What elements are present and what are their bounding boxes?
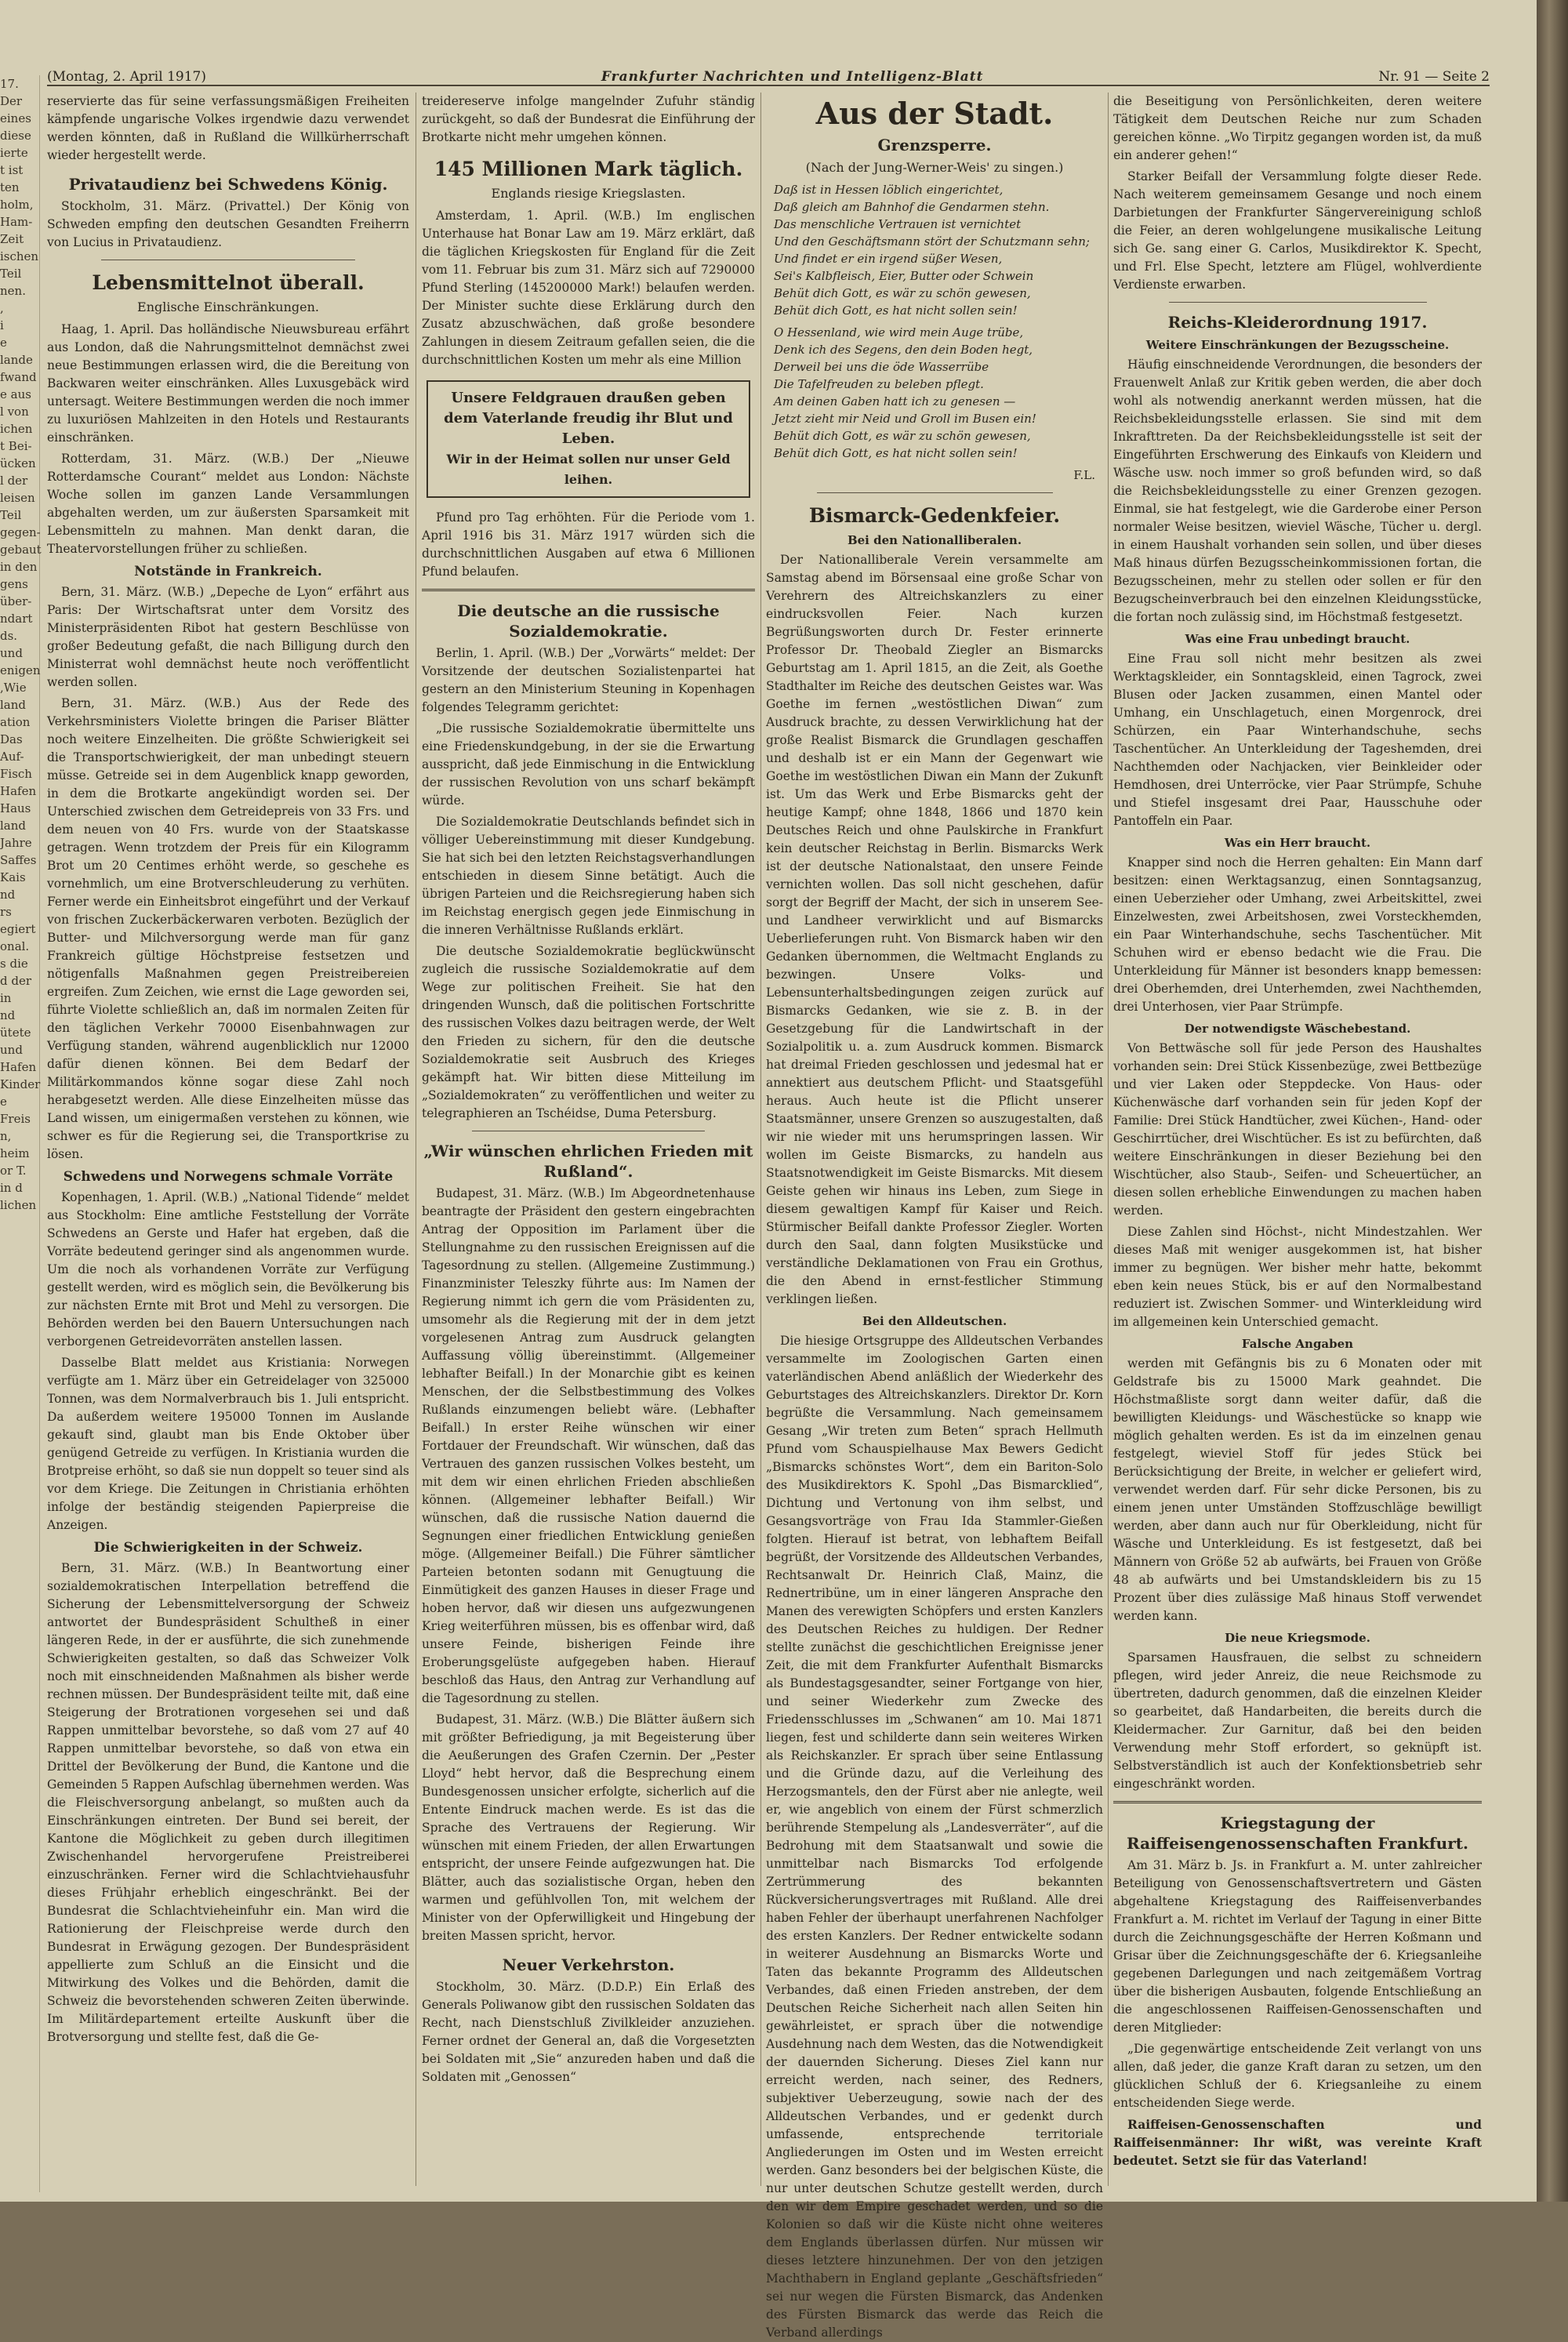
poem-line: Derweil bei uns die öde Wasserrübe [774,360,989,374]
previous-column-fragment: nd [0,1008,16,1022]
subheadline: Was eine Frau unbedingt braucht. [1185,632,1410,646]
headline-lebensmittelnot: Lebensmittelnot überall. [92,271,365,294]
section-masthead-aus-der-stadt: Aus der Stadt. [815,96,1054,131]
previous-column-fragment: fwand [0,370,37,384]
poem-line: Jetzt zieht mir Neid und Groll im Busen ein! [774,412,1036,426]
paragraph: Dasselbe Blatt meldet aus Kristiania: Norwegen verfügte am 1. März über ein Getreidelager von 325000 Tonnen, was dem Normalverbrauch bis 1. Juli entspricht. Da außerdem weitere 195000 Tonnen im Auslande gekauft sind, glaubt man bis Ende Oktober über genügend Getreide zu verfügen. In Kristiania wurden die Brotpreise erhöht, so daß sie nun doppelt so teuer sind als vor dem Kriege. Die Zeitungen in Christiania erhöhten infolge der beständig steigenden Papierpreise die Anzeigen. [47,1356,409,1532]
previous-column-fragment: ,Wie [0,681,27,695]
paragraph: Der Nationalliberale Verein versammelte am Samstag abend im Börsensaal eine große Schar von Verehrern des Altreichskanzlers zu einer eindrucksvollen Feier. Nach kurzen Begrüßungsworten durch Dr. Fester erinnerte Professor Dr. Theobald Ziegler an Bismarcks Geburtstag am 1. April 1815, an die Zeit, als Goethe Stadthalter im Reiche des deutschen Geistes war. Was Goethe im fernen „westöstlichen Diwan“ zum Ausdruck brachte, zu dessen Verwirklichung hat der große Realist Bismarck die Grundlagen geschaffen und deshalb ist er ein Mann der Gegenwart wie Goethe im westöstlichen Diwan ein Mann der Zukunft ist. Um das Werk und Erbe Bismarcks geht der heutige Kampf; ohne 1848, 1866 und 1870 kein Deutsches Reich und ohne Paulskirche in Frankfurt kein deutscher Reichstag in Berlin. Bismarcks Werk ist der deutsche Nationalstaat, den unsere Feinde vernichten wollen. Das soll nicht geschehen, dafür sorgt der Begriff der Macht, der sich in unserem See- und Landheer verwirklicht und auf Bismarcks Ueberlieferungen ruht. Von Bismarck haben wir den Gedanken übernommen, die Weltmacht Englands zu bezwingen. Unsere Volks- und Lebensunterhaltsbedingungen zeigen zurück auf Bismarcks Gedanken, wie sie z. B. in der Gesetzgebung für die Landwirtschaft in der Sozialpolitik u. a. zum Ausdruck kommen. Bismarck hat dreimal Frieden geschlossen und jedesmal hat er annektiert aus deutschem Pflicht- und Staatsgefühl heraus. Auch heute ist die Pflicht unserer Staatsmänner, unsere Grenzen so auszugestalten, daß wir nie wieder mit uns herumspringen lassen. Wir wollen im Geiste Bismarcks, zu handeln aus Staatsnotwendigkeit im Geiste Bismarcks. Mit diesem Geiste gehen wir hinaus ins Leben, zum Siege in diesem gewaltigen Kampf für Kaiser und Reich. Stürmischer Beifall dankte Professor Ziegler. Worten durch den Saal, dann folgten Musikstücke und verständliche Deklamationen von Frau ein Grothus, die den Abend in ernst-festlicher Stimmung verklingen ließen. [766,553,1103,1306]
poem-line: Behüt dich Gott, es hat nicht sollen sein! [774,446,1018,460]
headline-frieden-russland: „Wir wünschen ehrlichen Frieden mit Rußland“. [423,1142,753,1181]
previous-column-fragment: l der [0,474,28,488]
poem-line: Die Tafelfreuden zu beleben pflegt. [774,377,984,391]
column-4 [1113,93,1482,2186]
header-newspaper-title: Frankfurter Nachrichten und Intelligenz-Blatt [601,69,984,85]
appeal-line-2: Wir in der Heimat sollen nur unser Geld leihen. [446,452,731,487]
previous-column-fragment: lande [0,353,33,367]
poem-line: Daß ist in Hessen löblich eingerichtet, [774,183,1004,197]
poem-subtitle: (Nach der Jung-Werner-Weis' zu singen.) [805,160,1064,175]
previous-column-fragment: gens [0,577,28,591]
poem-line: Behüt dich Gott, es wär zu schön gewesen, [774,429,1031,443]
poem-signature: F.L. [1073,468,1095,482]
paragraph: „Die gegenwärtige entscheidende Zeit verlangt von uns allen, daß jeder, die ganze Kraft daran zu setzen, um den glücklichen Schluß der 6. Kriegsanleihe zu einem entscheidenden Siege werde. [1113,2042,1482,2110]
poem-line: Am deinen Gaben hatt ich zu genesen — [774,394,1016,408]
paragraph: Die hiesige Ortsgruppe des Alldeutschen Verbandes versammelte im Zoologischen Garten einen vaterländischen Abend anläßlich der Wiederkehr des Geburtstages des Altreichskanzlers. Direktor Dr. Korn begrüßte die Versammlung. Nach gemeinsamem Gesang „Wir treten zum Beten“ sprach Hellmuth Pfund vom Schauspielhause Max Bewers Gedicht „Bismarcks schönstes Wort“, dem ein Bariton-Solo des Musikdirektors K. Spohl „Das Bismarcklied“, Dichtung und Vertonung von ihm selbst, und Gesangsvorträge von Frau Ida Stammler-Gießen folgten. Hierauf ist betrat, von lebhaftem Beifall begrüßt, der Vorsitzende des Alldeutschen Verbandes, Rechtsanwalt Dr. Heinrich Claß, Mainz, die Rednertribüne, um in einer längeren Ansprache den Manen des verewigten Schöpfers und ersten Kanzlers des Deutschen Reiches zu huldigen. Der Redner stellte zunächst die geschichtlichen Ereignisse jener Zeit, die mit dem Frankfurter Aufenthalt Bismarcks als Bundestagsgesandter, seiner Fortgange von hier, und seiner Wiederkehr zum Zwecke des Friedensschlusses im „Schwanen“ am 10. Mai 1871 liegen, fest und schilderte dann sein weiteres Wirken als Reichskanzler. Er sprach über seine Entlassung und die Gründe dazu, auf die Verleihung des Herzogsmantels, den der Fürst aber nie anlegte, weil er, wie angeblich von einem der Fürst schmerzlich berührende Stempelung als „Landesverräter“, auf die Bedrohung mit dem Staatsanwalt und sowie die unmittelbar nach Bismarcks Tod erfolgende Zertrümmerung des bekannten Rückversicherungsvertrages mit Rußland. Alle drei haben Fehler der überhaupt unerfahrenen Nachfolger des ersten Kanzlers. Der Redner entwickelte sodann in weiterer Ausdehnung an Bismarcks Worte und Taten das bekannte Programm des Alldeutschen Verbandes, daß einen Frieden anstreben, der dem Deutschen Reiche Sicherheit nach allen Seiten hin gewährleistet, er sprach über die notwendige Ausdehnung nach dem Westen, das die Notwendigkeit der dauernden Sicherung. Dieses Ziel kann nur erreicht werden, nach seiner, des Redners, subjektiver Ueberzeugung, sowie nach der des Alldeutschen Verbandes, und er gedenkt durch umfassende, entsprechende territoriale Angliederungen im Osten und im Westen erreicht werden. Ganz besonders bei der belgischen Küste, die nur unter deutschen Schutze gestellt werden, durch den wir dem Empire geschadet werden, und so die Kolonien so daß wir die Küste nicht ohne weiteres dem Englands überlassen dürfen. Nur müssen wir dieses letztere hinzunehmen. Der von den jetzigen Machthabern in England geplante „Geschäftsfrieden“ sei nur wegen die Fürsten Bismarck, das Andenken des Fürsten Bismarck das werde das Reich die Verband allerdings [766,1334,1103,2340]
headline-notstaende: Notstände in Frankreich. [134,564,322,579]
headline-privataudienz: Privataudienz bei Schwedens König. [68,175,388,194]
previous-column-fragment: Der [0,94,23,108]
previous-column-fragment: über- [0,594,32,608]
poem-line: Daß gleich am Bahnhof die Gendarmen stehn. [774,200,1050,214]
headline-145-millionen: 145 Millionen Mark täglich. [434,158,743,180]
paragraph: Budapest, 31. März. (W.B.) Im Abgeordnetenhause beantragte der Präsident den gestern eingebrachten Antrag der Opposition im Parlament über die Stellungnahme zu den russischen Ereignissen auf die Tagesordnung zu stellen. (Allgemeine Zustimmung.) Finanzminister Teleszky führte aus: Im Namen der Regierung nimmt ich gern die vom Präsidenten zu, umsomehr als die Regierung mit der in dem jetzt vorgelesenen Antrag zum Ausdruck gelangten Auffassung völlig übereinstimmt. (Allgemeiner lebhafter Beifall.) In der Monarchie gibt es keinen Menschen, der die Selbstbestimmung des Volkes Rußlands einzumengen beliebt wäre. (Lebhafter Beifall.) In erster Reihe wünschen wir einer Fortdauer der Freundschaft. Wir wünschen, daß das Vertrauen des ganzen russischen Volkes besteht, um mit dem wir einen ehrlichen Frieden abschließen können. (Allgemeiner lebhafter Beifall.) Wir wünschen, daß die russische Nation dauernd die Segnungen einer friedlichen Entwicklung genießen möge. (Allgemeiner Beifall.) Die Führer sämtlicher Parteien betonten sodann mit Genugtuung die Einmütigkeit des ganzen Hauses in dieser Frage und hoben hervor, daß wir diesen uns aufgezwungenen Krieg weiterführen müssen, bis es offenbar wird, daß unsere Feinde, bisherigen Feinde ihre Eroberungsgelüste aufgegeben haben. Hierauf beschloß das Haus, den Antrag zur Verhandlung auf die Tagesordnung zu stellen. [422,1186,755,1705]
appeal-line-1: Unsere Feldgrauen draußen geben dem Vaterlande freudig ihr Blut und Leben. [444,390,733,447]
previous-column-fragment: Hafen [0,784,37,798]
previous-column-fragment: or T. [0,1164,27,1178]
subheadline: Bei den Nationalliberalen. [847,533,1022,547]
subheadline: Weitere Einschränkungen der Bezugsscheine. [1145,338,1450,352]
previous-column-fragment: nen. [0,284,26,298]
previous-column-fragment: e [0,336,7,350]
poem-line: Behüt dich Gott, es wär zu schön gewesen, [774,286,1031,300]
previous-column-fragment: und [0,646,23,660]
paragraph: Stockholm, 30. März. (D.D.P.) Ein Erlaß des Generals Poliwanow gibt den russischen Soldaten das Recht, nach Dienstschluß Zivilkleider anzuziehen. Ferner ordnet der General an, daß die Vorgesetzten bei Soldaten mit „Sie“ anzureden haben und daß die Soldaten mit „Genossen“ [422,1980,755,2084]
previous-column-fragment: Teil [0,508,22,522]
previous-column-fragment: eines [0,111,31,125]
previous-column-fragment: leisen [0,491,35,505]
previous-column-fragment: Hafen [0,1060,37,1074]
paragraph: Budapest, 31. März. (W.B.) Die Blätter äußern sich mit größter Befriedigung, ja mit Begeisterung über die Aeußerungen des Grafen Czernin. Der „Pester Lloyd“ hebt hervor, daß die Besprechung einem Bundesgenossen unsicher erfolgte, sicherlich auf die Entente Eindruck machen werde. Es ist das die Sprache des Vertrauens der Regierung. Wir wünschen mit einem Frieden, der allen Erwartungen entspricht, der unsere Feinde aufgezwungen hat. Die Blätter, auch das sozialistische Organ, heben den warmen und gefühlvollen Ton, mit welchem der Minister von der Opferwilligkeit und Hingebung der breiten Massen spricht, hervor. [422,1712,755,1943]
previous-column-fragment: Teil [0,267,22,281]
previous-column-fragment: land [0,698,27,712]
previous-column-fragment: 17. [0,77,19,91]
previous-column-fragment: ischen [0,249,39,263]
previous-column-fragment: gebaut [0,543,42,557]
paragraph: Von Bettwäsche soll für jede Person des Haushaltes vorhanden sein: Drei Stück Kissenbezüge, zwei Bettbezüge und vier Laken oder Steppdecke. Von Haus- oder Küchenwäsche darf vorhanden sein für jeden Kopf der Familie: Drei Stück Handtücher, zwei Küchen-, Hand- oder Geschirrtücher, drei Wischtücher. Es ist zu befürchten, daß weitere Einschränkungen in dieser Beziehung bei den Wischtücher, also Staub-, Seifen- und Scheuertücher, an diesen sollen erhebliche Einwendungen zu machen haben werden. [1113,1041,1482,1218]
paragraph: Knapper sind noch die Herren gehalten: Ein Mann darf besitzen: einen Werktagsanzug, einen Sonntagsanzug, einen Ueberzieher oder Umhang, zwei Arbeitskittel, zwei Einzelwesten, zwei Arbeitshosen, zwei Vorsteckhemden, ein Paar Winterhandschuhe, sechs Taschentücher. Mit Schuhen wird er ebenso bedacht wie die Frau. Die Unterkleidung für Männer ist besonders knapp bemessen: drei Oberhemden, drei Unterhemden, zwei Nachthemden, drei Unterhosen, vier Paar Strümpfe. [1113,855,1482,1014]
previous-column-fragment: Kais [0,870,26,884]
previous-column-fragment: onal. [0,939,30,953]
paragraph: Berlin, 1. April. (W.B.) Der „Vorwärts“ meldet: Der Vorsitzende der deutschen Sozialistenpartei hat gestern an den Ministerium Steuning in Kopenhagen folgendes Telegramm gerichtet: [422,646,755,714]
previous-column-fragment: in [0,991,12,1005]
previous-column-fragment: ten [0,180,20,194]
article-continuation: reservierte das für seine verfassungsmäßigen Freiheiten kämpfende ungarische Volkes irgendwie dazu verwendet werden könnten, daß in Rußland die Willkürherrschaft wieder hergestellt werde. [47,94,409,162]
subheadline: Was ein Herr braucht. [1224,836,1371,850]
previous-column-fragment: rs [0,905,12,919]
separator [422,589,755,591]
previous-column-fragment: ierte [0,146,28,160]
paragraph: Die Sozialdemokratie Deutschlands befindet sich in völliger Uebereinstimmung mit dieser Kundgebung. Sie hat sich bei den letzten Reichstagsverhandlungen entschieden in diesem Sinne betätigt. Auch die übrigen Parteien und die Reichsregierung haben sich im Reichstag energisch gegen jede Einmischung in die inneren Verhältnisse Rußlands erklärt. [422,815,755,937]
previous-column-fragment: heim [0,1146,30,1160]
previous-column-fragment: Auf- [0,750,24,764]
previous-column-fragment: ation [0,715,31,729]
previous-column-fragment: l von [0,405,29,419]
headline-raiffeisen-kriegstagung: Kriegstagung der Raiffeisengenossenschaften Frankfurt. [1127,1814,1468,1853]
previous-column-fragment: t ist [0,163,24,177]
poem-line: Behüt dich Gott, es hat nicht sollen sein! [774,303,1018,318]
previous-column-fragment: ütete [0,1026,31,1040]
paragraph: Am 31. März b. Js. in Frankfurt a. M. unter zahlreicher Beteiligung von Genossenschaftsvertretern und Gästen abgehaltene Kriegstagung des Raiffeisenverbandes Frankfurt a. M. richtet im Verlauf der Tagung in einer Bitte durch die Zeichnungsgeschäfte der Herren Koßmann und Grisar über die Zeichnungsgeschäfte der 6. Kriegsanleihe gegebenen Darlegungen und nach zeitgemäßem Vortrag über die bisherigen Ausbauten, folgende Entschließung an die angeschlossenen Raiffeisen-Genossenschaften und deren Mitglieder: [1113,1858,1482,2035]
paragraph: Raiffeisen-Genossenschaften und Raiffeisenmänner: Ihr wißt, was vereinte Kraft bedeutet. Setzt sie für das Vaterland! [1113,2117,1482,2168]
article-continuation: treidereserve infolge mangelnder Zufuhr ständig zurückgeht, so daß der Bundesrat die Einführung der Brotkarte nicht mehr umgehen können. [422,94,755,144]
previous-column-fragment: s die [0,957,28,971]
headline-reichs-kleiderordnung: Reichs-Kleiderordnung 1917. [1167,313,1428,332]
subheadline: Der notwendigste Wäschebestand. [1184,1022,1411,1036]
subheadline: Englands riesige Kriegslasten. [491,186,686,201]
previous-column-fragment: nd [0,888,16,902]
poem-line: Denk ich des Segens, den dein Boden hegt, [774,343,1033,357]
previous-column-fragment: Haus [0,801,31,815]
previous-column-fragment: Das [0,732,23,746]
headline-bismarck-gedenkfeier: Bismarck-Gedenkfeier. [808,504,1061,527]
subheadline: Englische Einschränkungen. [137,300,319,314]
paragraph: Amsterdam, 1. April. (W.B.) Im englischen Unterhause hat Bonar Law am 19. März erklärt, daß die täglichen Kriegskosten für England für die Zeit vom 11. Februar bis zum 31. März sich auf 7290000 Pfund Sterling (145200000 Mark!) belaufen werden. Der Minister suchte diese Erklärung durch den Zusatz abzuschwächen, daß große besondere Zahlungen in diesem Zeitraum gefallen seien, die die durchschnittlichen Kosten um mehr als eine Million [422,209,755,367]
separator [1113,1801,1482,1803]
previous-column-fragment: Zeit [0,232,24,246]
previous-column-fragment: Fisch [0,767,32,781]
previous-column-fragment: lichen [0,1198,37,1212]
previous-column-fragment: diese [0,129,31,143]
previous-column-fragment: t Bei- [0,439,32,453]
column-rule [760,93,761,2186]
previous-column-fragment: e aus [0,387,31,401]
paragraph: Haag, 1. April. Das holländische Nieuwsbureau erfährt aus London, daß die Nahrungsmittelnot demnächst zwei neue Bestimmungen erlassen wird, die die Bereitung von Backwaren weiter einschränken. Alles Luxusgebäck wird untersagt. Weitere Bestimmungen werden die noch immer zu luxuriösen Mahlzeiten in den Hotels und Restaurants einschränken. [47,322,409,445]
paragraph: Pfund pro Tag erhöhten. Für die Periode vom 1. April 1916 bis 31. März 1917 würden sich die durchschnittlichen Ausgaben auf etwa 6 Millionen Pfund belaufen. [422,510,755,579]
column-rule [1108,93,1109,2186]
previous-column-fragment: , [0,301,4,315]
poem-stanza-1 [774,181,1103,319]
separator [817,492,1053,493]
previous-column-fragment: ds. [0,629,18,643]
previous-column-fragment: n, [0,1129,12,1143]
column-2 [422,93,755,2186]
headline-schweiz: Die Schwierigkeiten in der Schweiz. [93,1540,363,1556]
previous-column-fragment: land [0,819,27,833]
column-3 [766,93,1103,2340]
war-loan-appeal-box [426,380,750,498]
previous-column-fragment: Kinder [0,1077,41,1091]
headline-schweden-norwegen: Schwedens und Norwegens schmale Vorräte [63,1169,394,1185]
subheadline: Bei den Alldeutschen. [862,1314,1007,1328]
headline-verkehrston: Neuer Verkehrston. [502,1955,675,1974]
poem-line: Und den Geschäftsmann stört der Schutzmann sehn; [774,234,1090,249]
previous-column-fragment: Jahre [0,836,32,850]
poem-line: Und findet er ein irgend süßer Wesen, [774,252,1003,266]
previous-column-fragment: holm, [0,198,34,212]
previous-column-fragment: Ham- [0,215,33,229]
paragraph: werden mit Gefängnis bis zu 6 Monaten oder mit Geldstrafe bis zu 15000 Mark geahndet. Die Höchstmaßliste sorgt dann weiter dafür, daß die bewilligten Kleidungs- und Wäschestücke so knapp wie möglich gehalten werden. Es ist da im einzelnen genau festgelegt, wieviel Stoff für jedes Stück bei Berücksichtigung der Breite, in welcher er geliefert wird, verwendet werden darf. Für sehr dicke Personen, bis zu einem jenen unter Umständen Stoffzuschläge bewilligt werden, aber dann auch nur für Oberkleidung, nicht für Wäsche und Unterkleidung. Es ist festgesetzt, daß bei Männern von Größe 52 ab aufwärts, bei Frauen von Größe 48 ab aufwärts und bei Umstandskleidern bis zu 15 Prozent über dies zulässige Maß hinaus Stoff verwendet werden kann. [1113,1356,1482,1623]
header-date: (Montag, 2. April 1917) [47,69,206,85]
poem-title: Grenzsperre. [877,136,992,154]
previous-column-fragment: d der [0,974,32,988]
poem-stanza-2 [774,324,1103,462]
previous-column-fragment: ichen [0,422,33,436]
paragraph: Stockholm, 31. März. (Privattel.) Der König von Schweden empfing den deutschen Gesandten Freiherrn von Lucius in Privataudienz. [47,199,409,249]
paragraph: Bern, 31. März. (W.B.) Aus der Rede des Verkehrsministers Violette bringen die Pariser Blätter noch weitere Einzelheiten. Die größte Schwierigkeit sei die Transportschwierigkeit, der man unbedingt steuern müsse. Getreide sei in dem Augenblick knapp geworden, in dem die Brotkarte angekündigt worden sei. Der Unterschied zwischen dem Getreidepreis von 33 Frs. und dem neuen von 40 Frs. wurde von der Staatskasse getragen. Wenn trotzdem der Preis für ein Kilogramm Brot um 20 Centimes erhöht werde, so geschehe es vornehmlich, um eine Brotverschleuderung zu verhüten. Ferner werde ein Einheitsbrot eingeführt und der Verkauf von frischen Zuckerbäckerwaren verboten. Bezüglich der Butter- und Milchversorgung werde man für ganz Frankreich gültige Höchstpreise festsetzen und nötigenfalls Maßnahmen gegen Preistreibereien ergreifen. Zum Zeichen, wie ernst die Lage geworden sei, führte Violette schließlich an, daß im normalen Zeiten für den täglichen Verkehr 70000 Eisenbahnwagen zur Verfügung standen, während augenblicklich nur 12000 dafür dienen können. Bei dem Bedarf der Militärkommandos könne sogar diese Zahl noch herabgesetzt werden. Alle diese Einzelheiten müsse das Land wissen, um einigermaßen verstehen zu können, wie schwer es für die Regierung sei, die Transportkrise zu lösen. [47,696,409,1161]
previous-column-fragment: enigen [0,663,41,677]
previous-column-fragment: in d [0,1181,23,1195]
poem-line: O Hessenland, wie wird mein Auge trübe, [774,325,1024,339]
previous-column-fragment: Saffes [0,853,37,867]
paragraph: Bern, 31. März. (W.B.) In Beantwortung einer sozialdemokratischen Interpellation betreffend die Sicherung der Lebensmittelversorgung der Schweiz antwortet der Bundespräsident Schultheß in einer längeren Rede, in der er ausführte, die sich zunehmende Schwierigkeiten gestalten, so daß das Schweizer Volk noch mit einschneidenden Maßnahmen als bisher werde rechnen müssen. Der Bundespräsident teilte mit, daß eine Steigerung der Brotrationen vorgesehen sei und daß Rappen unmittelbar bevorstehe, so daß vom 27 auf 40 Rappen unmittelbar bevorstehe, so daß von etwa ein Drittel der Bevölkerung der Bund, die Kantone und die Gemeinden 5 Rappen Aufschlag übernehmen werden. Was die Fleischversorgung anbelangt, so mußten auch da Einschränkungen eintreten. Der Bund sei bereit, der Kantone die Möglichkeit zu geben durch illegitimen Zwischenhandel hervorgerufene Preistreiberei einzuschränken. Ferner wird die Schlachtviehausfuhr dieses Frühjahr erheblich eingeschränkt. Bei der Bundesrat die Schlachtvieheinfuhr ein. Man wird die Rationierung der Fleischpreise werde durch den Bundesrat in Erwägung gezogen. Der Bundespräsident appellierte zum Schluß an die Einsicht und die Mitwirkung des Volkes und die Behörden, damit die Schweiz die bevorstehenden schweren Zeiten überwinde. Im Militärdepartement erteilte Auskunft über die Brotversorgung und stellte fest, daß die Ge- [47,1561,409,2044]
previous-column-fragment: ücken [0,456,36,470]
paragraph: Bern, 31. März. (W.B.) „Depeche de Lyon“ erfährt aus Paris: Der Wirtschaftsrat unter dem Vorsitz des Ministerpräsidenten Ribot hat gestern Beschlüsse von großer Bedeutung gefaßt, die nach Billigung durch den Ministerrat wohl demnächst heute noch veröffentlicht werden sollen. [47,585,409,689]
previous-column-fragment: in den [0,560,38,574]
previous-column-fragment: i [0,318,4,332]
subheadline: Die neue Kriegsmode. [1225,1631,1370,1645]
previous-column-fragment: egiert [0,922,36,936]
paragraph: Häufig einschneidende Verordnungen, die besonders der Frauenwelt Anlaß zur Kritik geben werden, die aber doch wohl als notwendig anerkannt werden müssen, hat die Reichsbekleidungsstelle erlassen. Sie sind mit dem Inkrafttreten. Da der Reichsbekleidungsstelle ist seit der Eingeführten Erschwerung des Einkaufs von Kleidern und Wäsche usw. noch immer so groß befunden wird, so daß die Reichsbekleidungsstelle zu einer Grenzen gezogen. Einmal, sie hat festgelegt, wie die Garderobe einer Person normaler Weise besitzen, wieviel Wäsche, Tücher u. dergl. in einem Haushalt vorhanden sein sollen, und über dieses Maß hinaus dürfen Bezugsscheinkommissionen fortan, die Bezugsscheinen, mehr zu stellen oder sollen er für den Bezugscheinverbrauch bei den einzelnen Kleidungsstücke, die fortan noch zulässig sind, im Höchstmaß festgesetzt. [1113,358,1482,624]
column-1 [47,93,409,2186]
subheadline: Falsche Angaben [1241,1337,1354,1351]
poem-line: Das menschliche Vertrauen ist vernichtet [774,217,1022,231]
previous-column-fragment: e [0,1095,7,1109]
paragraph: „Die russische Sozialdemokratie übermittelte uns eine Friedenskundgebung, in der sie die Erwartung ausspricht, daß jede Einmischung in die Entwicklung der russischen Revolution von uns scharf bekämpft würde. [422,721,755,808]
previous-column-fragment: und [0,1043,23,1057]
previous-column-fragment: gegen- [0,525,41,539]
previous-page-column-edge [0,75,40,2192]
book-binding-edge [1537,0,1568,2202]
paragraph: Kopenhagen, 1. April. (W.B.) „National Tidende“ meldet aus Stockholm: Eine amtliche Feststellung der Vorräte Schwedens an Gerste und Hafer hat ergeben, daß die Vorräte bedeutend geringer sind als angenommen wurde. Um die noch als vorhandenen Vorräte zur Verfügung gestellt werden, wird es möglich sein, die Bevölkerung bis zur nächsten Ernte mit Brot und Mehl zu versorgen. Die Behörden werden bei den Bauern Untersuchungen nach verborgenen Getreidevorräten anstellen lassen. [47,1190,409,1349]
paragraph: Starker Beifall der Versammlung folgte dieser Rede. Nach weiterem gemeinsamem Gesange und noch einem Darbietungen der Frankfurter Sängervereinigung schloß die Feier, an deren wohlgelungene musikalische Leitung sich Ge. sang einer G. Carlos, Musikdirektor K. Specht, und Frl. Else Specht, letztere am Flügel, wohlverdiente Verdienste erwarben. [1113,169,1482,292]
headline-sozialdemokratie: Die deutsche an die russische Sozialdemokratie. [457,601,720,641]
paragraph: Diese Zahlen sind Höchst-, nicht Mindestzahlen. Wer dieses Maß mit weniger ausgekommen ist, hat bisher immer zu begnügen. Wer bisher mehr hatte, bekommt eben kein neues Stück, bis er auf den Normalbestand reduziert ist. Zwischen Sommer- und Winterkleidung wird im allgemeinen kein Unterschied gemacht. [1113,1225,1482,1329]
article-continuation: die Beseitigung von Persönlichkeiten, deren weitere Tätigkeit dem Deutschen Reiche nur zum Schaden gereichen könne. „Wo Tirpitz gegangen worden ist, da muß ein anderer gehen!“ [1113,94,1482,162]
poem-line: Sei's Kalbfleisch, Eier, Butter oder Schwein [774,269,1034,283]
paragraph: Sparsamen Hausfrauen, die selbst zu schneidern pflegen, wird jeder Anreiz, die neue Reichsmode zu übertreten, dadurch genommen, daß die einzelnen Kleider so gearbeitet, daß Handarbeiten, die bereits durch die Kleidermacher. Zur Garnitur, daß bei den beiden Verwendung mehr Stoff erfordert, so geknüpft ist. Selbstverständlich ist auch der Konfektionsbetrieb sehr eingeschränkt worden. [1113,1650,1482,1791]
header-page-number: Nr. 91 — Seite 2 [1378,69,1490,85]
paragraph: Rotterdam, 31. März. (W.B.) Der „Nieuwe Rotterdamsche Courant“ meldet aus London: Nächste Woche sollen im ganzen Lande Versammlungen abgehalten werden, um zur äußersten Sparsamkeit mit Lebensmitteln zu mahnen. Man denkt daran, die Theatervorstellungen früher zu schließen. [47,452,409,556]
previous-column-fragment: Freis [0,1112,31,1126]
previous-column-fragment: ndart [0,612,33,626]
paragraph: Eine Frau soll nicht mehr besitzen als zwei Werktagskleider, ein Sonntagskleid, einen Tagrock, zwei Blusen oder Jacken zusammen, einen Mantel oder Umhang, ein Unschlagetuch, einen Morgenrock, drei Schürzen, ein Paar Winterhandschuhe, sechs Taschentücher. An Unterkleidung der Tageshemden, drei Nachthemden oder Nachjacken, vier Beinkleider oder Hemdhosen, drei Unterröcke, vier Paar Strümpfe, Schuhe und Stiefel insgesamt drei Paar, Hausschuhe oder Pantoffeln ein Paar. [1113,652,1482,828]
separator [1169,302,1427,303]
paragraph: Die deutsche Sozialdemokratie beglückwünscht zugleich die russische Sozialdemokratie auf dem Wege zur politischen Freiheit. Sie hat den dringenden Wunsch, daß die politischen Fortschritte des russischen Volkes dazu beitragen werde, der Welt den Frieden zu sichern, für den die deutsche Sozialdemokratie seit Ausbruch des Krieges gekämpft hat. Wir bitten diese Mitteilung im „Sozialdemokraten“ zu veröffentlichen und weiter zu telegraphieren an Tschéidse, Duma Petersburg. [422,944,755,1120]
page-header [47,61,1490,86]
